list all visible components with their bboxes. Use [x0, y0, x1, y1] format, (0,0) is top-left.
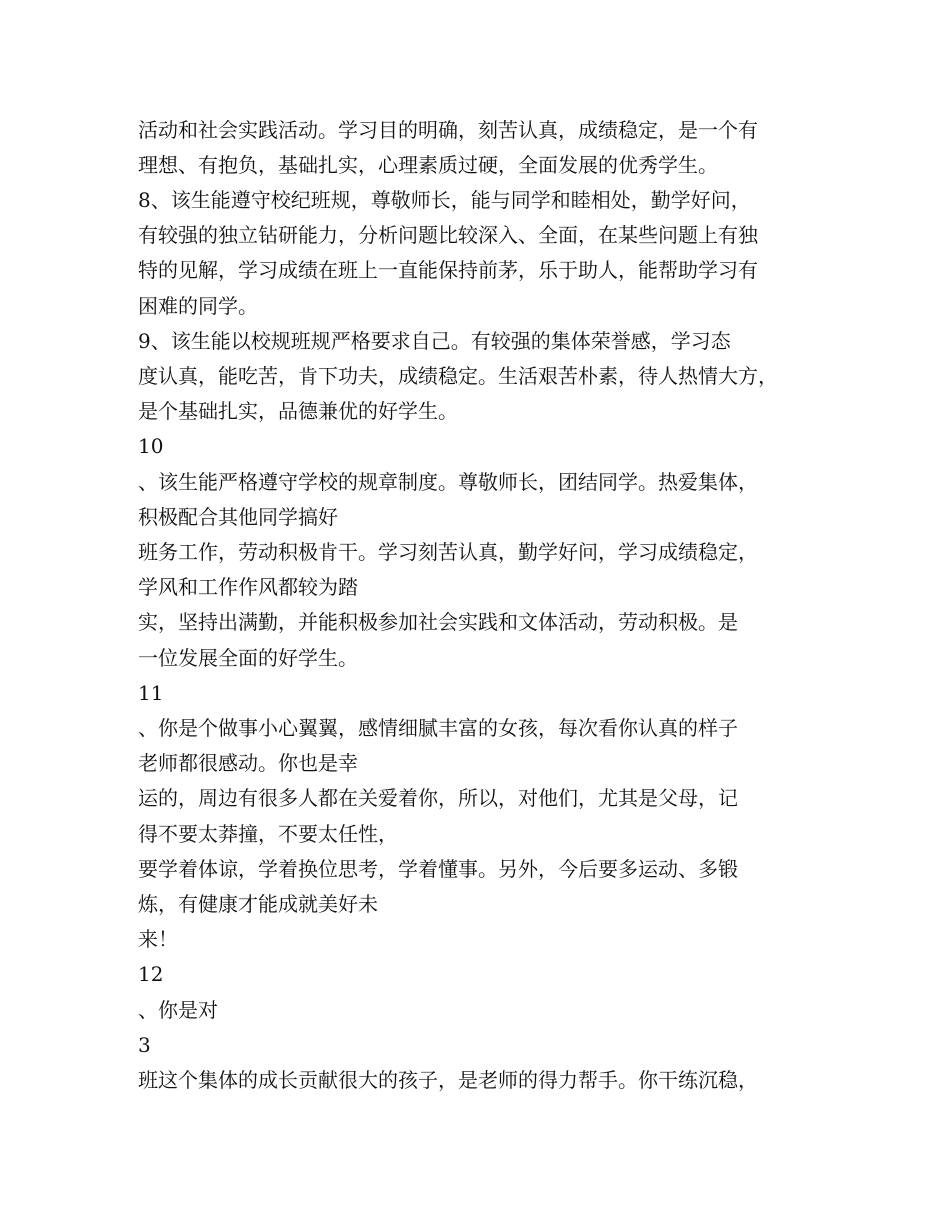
text-line: 、该生能严格遵守学校的规章制度。尊敬师长，团结同学。热爱集体，: [138, 470, 758, 494]
text-line: 学风和工作作风都较为踏: [138, 575, 358, 599]
text-line: 11: [138, 681, 164, 705]
text-line: 10: [138, 434, 164, 458]
text-line: 得不要太莽撞，不要太任性，: [138, 822, 398, 846]
text-line: 活动和社会实践活动。学习目的明确，刻苦认真，成绩稳定，是一个有: [138, 118, 758, 142]
text-line: 9、该生能以校规班规严格要求自己。有较强的集体荣誉感，学习态: [138, 329, 731, 353]
text-line: 度认真，能吃苦，肯下功夫，成绩稳定。生活艰苦朴素，待人热情大方，: [138, 364, 778, 388]
text-line: 积极配合其他同学搞好: [138, 505, 338, 529]
text-line: 12: [138, 962, 164, 986]
text-line: 特的见解，学习成绩在班上一直能保持前茅，乐于助人，能帮助学习有: [138, 258, 758, 282]
text-line: 8、该生能遵守校纪班规，尊敬师长，能与同学和睦相处，勤学好问，: [138, 188, 751, 212]
text-line: 3: [138, 1033, 151, 1057]
text-line: 、你是对: [138, 998, 218, 1022]
text-line: 理想、有抱负，基础扎实，心理素质过硬，全面发展的优秀学生。: [138, 153, 718, 177]
text-line: 老师都很感动。你也是幸: [138, 751, 358, 775]
text-line: 炼，有健康才能成就美好未: [138, 892, 378, 916]
text-line: 来！: [138, 927, 178, 951]
text-line: 实，坚持出满勤，并能积极参加社会实践和文体活动，劳动积极。是: [138, 610, 738, 634]
text-line: 是个基础扎实，品德兼优的好学生。: [138, 399, 458, 423]
text-line: 班这个集体的成长贡献很大的孩子，是老师的得力帮手。你干练沉稳，: [138, 1068, 758, 1092]
text-line: 要学着体谅，学着换位思考，学着懂事。另外，今后要多运动、多锻: [138, 857, 738, 881]
text-line: 一位发展全面的好学生。: [138, 646, 358, 670]
text-line: 有较强的独立钻研能力，分析问题比较深入、全面，在某些问题上有独: [138, 223, 758, 247]
text-line: 运的，周边有很多人都在关爱着你，所以，对他们，尤其是父母，记: [138, 786, 738, 810]
text-line: 、你是个做事小心翼翼，感情细腻丰富的女孩，每次看你认真的样子: [138, 716, 738, 740]
text-line: 困难的同学。: [138, 294, 258, 318]
text-line: 班务工作，劳动积极肯干。学习刻苦认真，勤学好问，学习成绩稳定，: [138, 540, 758, 564]
